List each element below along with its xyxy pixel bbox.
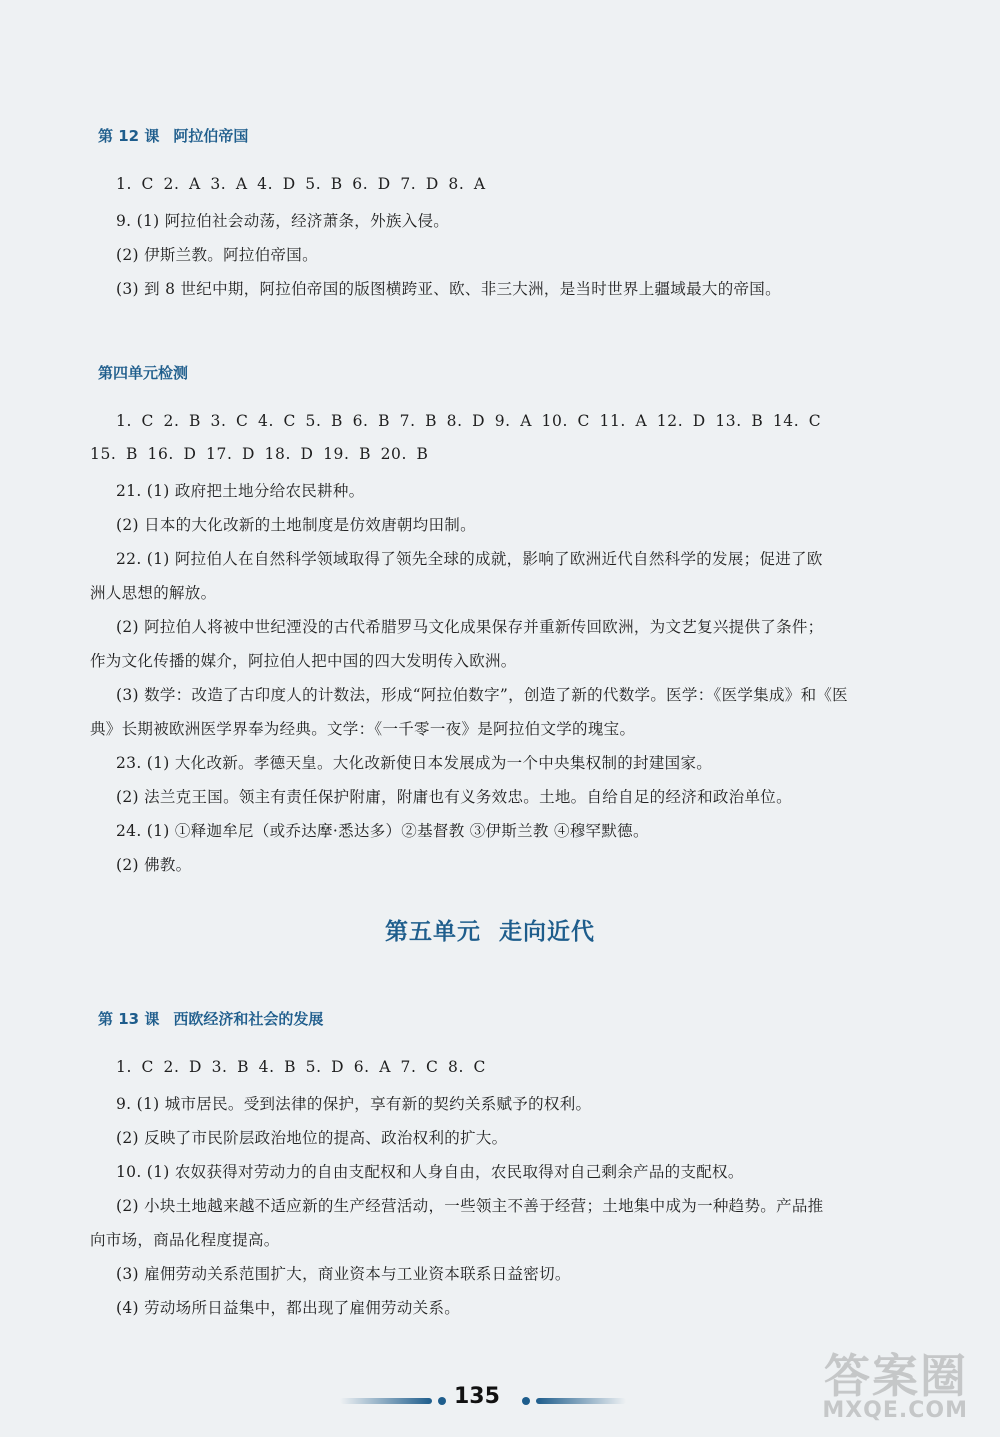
lesson-12-heading [98,125,248,146]
unit-4-q21-2: (2) 日本的大化改新的土地制度是仿效唐朝均田制。 [116,516,476,534]
site-watermark [778,1340,978,1430]
unit-4-q22-3b: 典》长期被欧洲医学界奉为经典。文学：《一千零一夜》是阿拉伯文学的瑰宝。 [90,720,636,738]
lesson-13-q10-2b: 向市场，商品化程度提高。 [90,1231,280,1249]
lesson-12-label: 第 12 课 [98,127,160,145]
watermark-logo-text: 答案圈 [824,1349,968,1403]
lesson-13-mc-answers: 1. C 2. D 3. B 4. B 5. D 6. A 7. C 8. C [116,1058,487,1076]
unit-4-q23-1: 23. (1) 大化改新。孝德天皇。大化改新使日本发展成为一个中央集权制的封建国家。 [116,754,713,772]
unit-4-test-heading: 第四单元检测 [98,364,189,382]
unit-5-name: 走向近代 [499,919,595,945]
lesson-12-mc-answers: 1. C 2. A 3. A 4. D 5. B 6. D 7. D 8. A [116,175,486,193]
lesson-12-q9-1: 9. (1) 阿拉伯社会动荡，经济萧条，外族入侵。 [116,212,450,230]
lesson-13-q10-3: (3) 雇佣劳动关系范围扩大，商业资本与工业资本联系日益密切。 [116,1265,571,1283]
lesson-12-q9-2: (2) 伊斯兰教。阿拉伯帝国。 [116,246,318,264]
unit-5-label: 第五单元 [385,919,481,945]
lesson-13-heading [98,1008,323,1029]
unit-4-mc-answers-2: 15. B 16. D 17. D 18. D 19. B 20. B [90,445,429,463]
unit-4-q24-2: (2) 佛教。 [116,856,192,874]
lesson-13-q10-4: (4) 劳动场所日益集中，都出现了雇佣劳动关系。 [116,1299,461,1317]
unit-4-q22-1a: 22. (1) 阿拉伯人在自然科学领域取得了领先全球的成就，影响了欧洲近代自然科学的发展；促进了欧 [116,550,823,568]
lesson-12-title: 阿拉伯帝国 [173,127,249,145]
page-number: 135 [454,1384,500,1409]
unit-4-q22-1b: 洲人思想的解放。 [90,584,217,602]
unit-5-title [0,913,980,946]
unit-4-q22-2b: 作为文化传播的媒介，阿拉伯人把中国的四大发明传入欧洲。 [90,652,517,670]
footer-dot-right-icon [522,1397,530,1405]
watermark-url: MXQE.COM [822,1398,968,1423]
lesson-13-title: 西欧经济和社会的发展 [173,1010,324,1028]
unit-4-q22-2a: (2) 阿拉伯人将被中世纪湮没的古代希腊罗马文化成果保存并重新传回欧洲，为文艺复兴提供了条件； [116,618,824,636]
unit-4-mc-answers-1: 1. C 2. B 3. C 4. C 5. B 6. B 7. B 8. D 9. A 10. C 11. A 12. D 13. B 14. C [116,412,822,430]
unit-4-q23-2: (2) 法兰克王国。领主有责任保护附庸，附庸也有义务效忠。土地。自给自足的经济和政治单位。 [116,788,792,806]
lesson-13-q10-1: 10. (1) 农奴获得对劳动力的自由支配权和人身自由，农民取得对自己剩余产品的支配权。 [116,1163,744,1181]
footer-dot-left-icon [438,1397,446,1405]
lesson-13-q9-1: 9. (1) 城市居民。受到法律的保护，享有新的契约关系赋予的权利。 [116,1095,592,1113]
lesson-13-label: 第 13 课 [98,1010,160,1028]
unit-4-q21-1: 21. (1) 政府把土地分给农民耕种。 [116,482,365,500]
lesson-13-q10-2a: (2) 小块土地越来越不适应新的生产经营活动，一些领主不善于经营；土地集中成为一种趋势。产品推 [116,1197,824,1215]
footer-decor-left [340,1398,432,1404]
page-footer [340,1386,630,1416]
unit-4-q24-1: 24. (1) ①释迦牟尼（或乔达摩·悉达多）②基督教 ③伊斯兰教 ④穆罕默德。 [116,822,649,840]
lesson-12-q9-3: (3) 到 8 世纪中期，阿拉伯帝国的版图横跨亚、欧、非三大洲，是当时世界上疆域最大的帝国。 [116,280,781,298]
footer-decor-right [536,1398,626,1404]
unit-4-q22-3a: (3) 数学：改造了古印度人的计数法，形成“阿拉伯数字”，创造了新的代数学。医学：《医学集成》和《医 [116,686,848,704]
lesson-13-q9-2: (2) 反映了市民阶层政治地位的提高、政治权利的扩大。 [116,1129,508,1147]
